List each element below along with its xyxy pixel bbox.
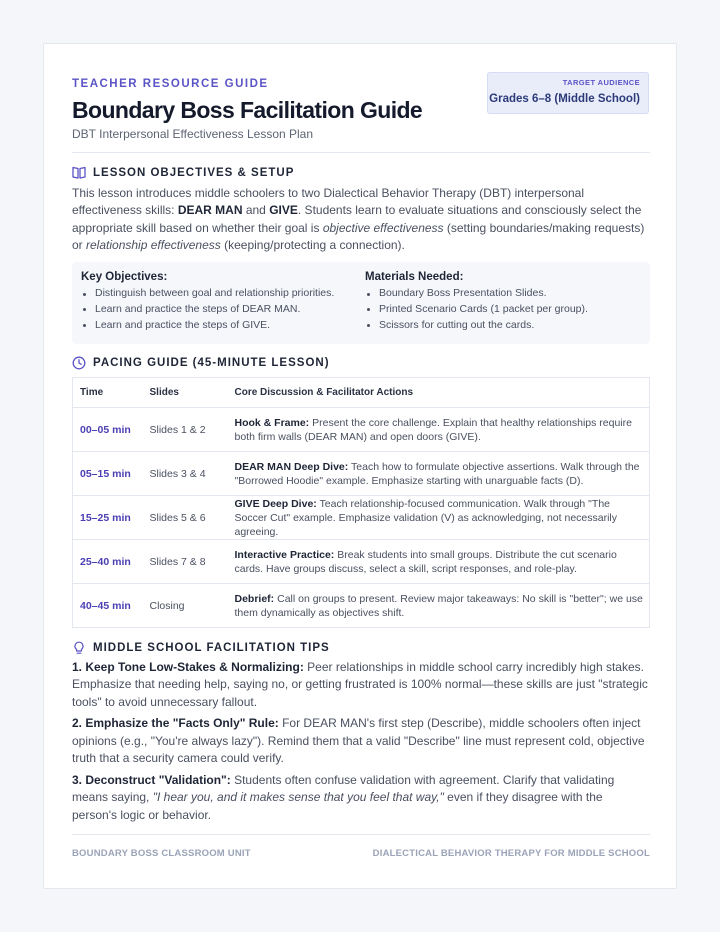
materials-needed	[365, 271, 588, 333]
time-cell: 40–45 min	[73, 584, 143, 628]
time-cell: 05–15 min	[73, 452, 143, 496]
list-item: Learn and practice the steps of DEAR MAN.	[81, 302, 334, 318]
lightbulb-icon	[72, 641, 86, 655]
eyebrow-label: TEACHER RESOURCE GUIDE	[72, 78, 269, 90]
table-row	[73, 452, 650, 496]
audience-value: Grades 6–8 (Middle School)	[489, 93, 640, 105]
footer	[72, 848, 650, 859]
page-title: Boundary Boss Facilitation Guide	[72, 97, 423, 123]
tip-item: 2. Emphasize the "Facts Only" Rule: For DEAR MAN's first step (Describe), middle schoolers often inject opinions (e.g., "You're always lazy"). Remind them that a valid "Describe" line must represent cold, objective truth that a security camera could verify.	[72, 716, 645, 766]
objectives-heading-text: LESSON OBJECTIVES & SETUP	[93, 166, 295, 179]
footer-left: BOUNDARY BOSS CLASSROOM UNIT	[72, 848, 251, 859]
slides-cell: Slides 3 & 4	[143, 452, 228, 496]
key-objectives	[81, 271, 334, 333]
list-item: Boundary Boss Presentation Slides.	[365, 286, 588, 302]
footer-divider	[72, 834, 650, 835]
tip-item: 3. Deconstruct "Validation": Students often confuse validation with agreement. Clarify that validating means saying, "I hear you, and it makes sense that you feel that way," even if they disagree with the person's logic or behavior.	[72, 772, 615, 822]
list-item: Printed Scenario Cards (1 packet per group).	[365, 302, 588, 318]
pacing-table	[72, 377, 650, 628]
table-header-row	[73, 378, 650, 408]
list-item: Learn and practice the steps of GIVE.	[81, 318, 334, 334]
tip-item: 1. Keep Tone Low-Stakes & Normalizing: Peer relationships in middle school carry incredibly high stakes. Emphasize that needing help, saying no, or getting frustrated is 100% normal—these skills are just "strategic tools" to avoid unnecessary fallout.	[72, 660, 648, 709]
action-cell: Interactive Practice: Break students into small groups. Distribute the cut scenario cards. Have groups discuss, select a skill, script responses, and role-play.	[228, 540, 650, 584]
slides-cell: Closing	[143, 584, 228, 628]
table-row	[73, 584, 650, 628]
header-divider	[72, 152, 650, 153]
slides-cell: Slides 1 & 2	[143, 408, 228, 452]
time-cell: 00–05 min	[73, 408, 143, 452]
document-page	[43, 43, 677, 889]
list-item: Scissors for cutting out the cards.	[365, 318, 588, 334]
column-header: Slides	[143, 378, 228, 408]
objectives-materials-box	[72, 262, 650, 344]
pacing-heading-text: PACING GUIDE (45-MINUTE LESSON)	[93, 357, 330, 369]
tips-heading-text: MIDDLE SCHOOL FACILITATION TIPS	[93, 642, 330, 654]
audience-label: TARGET AUDIENCE	[562, 78, 640, 87]
slides-cell: Slides 5 & 6	[143, 496, 228, 540]
time-cell: 25–40 min	[73, 540, 143, 584]
target-audience-badge	[487, 72, 649, 114]
action-cell: Debrief: Call on groups to present. Review major takeaways: No skill is "better"; we use them dynamically as objectives shift.	[228, 584, 650, 628]
key-objectives-title: Key Objectives:	[81, 271, 168, 283]
slides-cell: Slides 7 & 8	[143, 540, 228, 584]
column-header: Core Discussion & Facilitator Actions	[228, 378, 650, 408]
tips-heading	[72, 641, 330, 655]
column-header: Time	[73, 378, 143, 408]
list-item: Distinguish between goal and relationship priorities.	[81, 286, 334, 302]
materials-title: Materials Needed:	[365, 271, 464, 283]
table-row	[73, 540, 650, 584]
action-cell: GIVE Deep Dive: Teach relationship-focused communication. Walk through "The Soccer Cut" example. Emphasize validation (V) as acknowledging, not necessarily agreeing.	[228, 496, 650, 540]
time-cell: 15–25 min	[73, 496, 143, 540]
clock-icon	[72, 356, 86, 370]
pacing-heading	[72, 356, 330, 370]
book-icon	[72, 166, 86, 179]
action-cell: DEAR MAN Deep Dive: Teach how to formulate objective assertions. Walk through the "Borrowed Hoodie" example. Emphasize starting with unarguable facts (D).	[228, 452, 650, 496]
objectives-intro: This lesson introduces middle schoolers to two Dialectical Behavior Therapy (DBT) interpersonal effectiveness skills: DEAR MAN and GIVE. Students learn to evaluate situations and consciously select the appropriate skill based on whether their goal is objective effectiveness (setting boundaries/making requests) or relationship effectiveness (keeping/protecting a connection).	[72, 186, 645, 252]
tips-list	[72, 659, 650, 828]
action-cell: Hook & Frame: Present the core challenge. Explain that healthy relationships require both firm walls (DEAR MAN) and open doors (GIVE).	[228, 408, 650, 452]
table-row	[73, 408, 650, 452]
table-row	[73, 496, 650, 540]
footer-right: DIALECTICAL BEHAVIOR THERAPY FOR MIDDLE SCHOOL	[372, 848, 650, 859]
page-subtitle: DBT Interpersonal Effectiveness Lesson Plan	[72, 127, 314, 141]
objectives-heading	[72, 166, 294, 179]
